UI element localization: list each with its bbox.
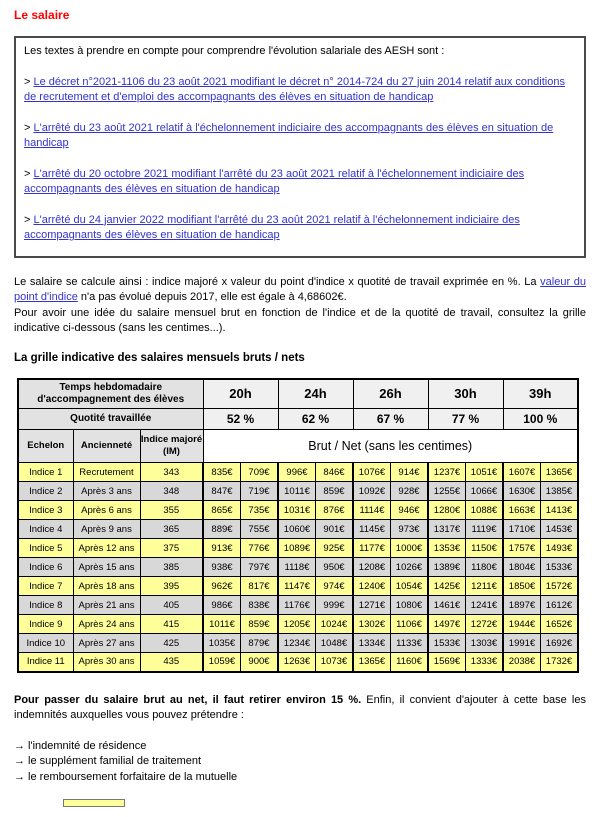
intro-lead: Les textes à prendre en compte pour comprendre l'évolution salariale des AESH sont : (24, 45, 445, 57)
salary-cell: 889€ (203, 520, 241, 539)
salary-cell: 1024€ (316, 615, 354, 634)
indice-majore-cell: 343 (140, 463, 203, 482)
salary-cell: 946€ (391, 501, 429, 520)
salary-cell: 1205€ (278, 615, 316, 634)
indice-majore-cell: 348 (140, 482, 203, 501)
page-title: Le salaire (14, 8, 70, 22)
salary-cell: 1060€ (278, 520, 316, 539)
salary-cell: 1493€ (541, 539, 579, 558)
salary-cell: 1073€ (316, 653, 354, 672)
quotite-header: Quotité travaillée (18, 409, 203, 430)
table-row (18, 463, 578, 482)
salary-cell: 1732€ (541, 653, 579, 672)
salary-cell: 735€ (241, 501, 279, 520)
anciennete-cell: Après 6 ans (73, 501, 140, 520)
salary-cell: 1533€ (428, 634, 466, 653)
salary-cell: 1237€ (428, 463, 466, 482)
salary-cell: 1461€ (428, 596, 466, 615)
salary-cell: 1271€ (353, 596, 391, 615)
salary-cell: 1897€ (503, 596, 541, 615)
salary-cell: 1031€ (278, 501, 316, 520)
hours-header-30h: 30h (428, 379, 503, 409)
brut-net-footer-paragraph (14, 693, 586, 724)
salary-cell: 1334€ (353, 634, 391, 653)
salary-cell: 1272€ (466, 615, 504, 634)
salary-cell: 1652€ (541, 615, 579, 634)
salary-cell: 1385€ (541, 482, 579, 501)
salary-cell: 986€ (203, 596, 241, 615)
salary-cell: 1011€ (278, 482, 316, 501)
salary-cell: 1710€ (503, 520, 541, 539)
arrete-20-octobre-2021-link[interactable]: L'arrêté du 20 octobre 2021 modifiant l'arrêté du 23 août 2021 relatif à l'échelonnement indiciaire des accompagnants des élèves en situation de handicap (24, 167, 525, 195)
salary-cell: 1804€ (503, 558, 541, 577)
salary-cell: 1119€ (466, 520, 504, 539)
link-paragraph (24, 213, 576, 244)
salary-cell: 1317€ (428, 520, 466, 539)
salary-cell: 1413€ (541, 501, 579, 520)
salary-cell: 901€ (316, 520, 354, 539)
salary-cell: 1054€ (391, 577, 429, 596)
salary-cell: 1150€ (466, 539, 504, 558)
table-row (18, 577, 578, 596)
salary-cell: 847€ (203, 482, 241, 501)
salary-cell: 1533€ (541, 558, 579, 577)
salary-cell: 1365€ (353, 653, 391, 672)
salary-cell: 1089€ (278, 539, 316, 558)
quotite-67: 67 % (353, 409, 428, 430)
grid-intro-paragraph: Pour avoir une idée du salaire mensuel brut en fonction de l'indice et de la quotité de travail, consultez la grille indicative ci-dessous (sans les centimes...). (14, 306, 586, 334)
hours-header-24h: 24h (278, 379, 353, 409)
anciennete-cell: Après 24 ans (73, 615, 140, 634)
salary-cell: 1389€ (428, 558, 466, 577)
quotite-52: 52 % (203, 409, 278, 430)
salary-cell: 1000€ (391, 539, 429, 558)
anciennete-column-header: Ancienneté (73, 430, 140, 463)
salary-cell: 817€ (241, 577, 279, 596)
salary-cell: 928€ (391, 482, 429, 501)
salary-cell: 1035€ (203, 634, 241, 653)
anciennete-cell: Après 30 ans (73, 653, 140, 672)
salary-cell: 996€ (278, 463, 316, 482)
echelon-cell: Indice 3 (18, 501, 73, 520)
salary-cell: 1612€ (541, 596, 579, 615)
salary-cell: 1630€ (503, 482, 541, 501)
table-row (18, 596, 578, 615)
point-indice-link[interactable]: valeur du point d'indice (14, 275, 586, 303)
salary-cell: 1118€ (278, 558, 316, 577)
hours-header-39h: 39h (503, 379, 578, 409)
salary-cell: 1211€ (466, 577, 504, 596)
salary-cell: 1088€ (466, 501, 504, 520)
link-prefix: > (24, 75, 34, 88)
salary-cell: 1692€ (541, 634, 579, 653)
salary-cell: 1353€ (428, 539, 466, 558)
salary-cell: 719€ (241, 482, 279, 501)
salary-cell: 1572€ (541, 577, 579, 596)
decret-2021-1106-link[interactable]: Le décret n°2021-1106 du 23 août 2021 modifiant le décret n° 2014-724 du 27 juin 2014 relatif aux conditions de recrutement et d'emploi des accompagnants des élèves en situation de handicap (24, 75, 565, 103)
salary-cell: 709€ (241, 463, 279, 482)
table-row (18, 634, 578, 653)
anciennete-cell: Après 15 ans (73, 558, 140, 577)
salary-cell: 1026€ (391, 558, 429, 577)
brut-net-header: Brut / Net (sans les centimes) (203, 430, 578, 463)
salary-cell: 1059€ (203, 653, 241, 672)
footer-bold-text: Pour passer du salaire brut au net, il faut retirer environ 15 %. (14, 693, 362, 706)
link-paragraph (24, 121, 576, 152)
hours-header-20h: 20h (203, 379, 278, 409)
salary-cell: 1145€ (353, 520, 391, 539)
arrete-24-janvier-2022-link[interactable]: L'arrêté du 24 janvier 2022 modifiant l'arrêté du 23 août 2021 relatif à l'échelonnement indiciaire des accompagnants des élèves en situation de handicap (24, 213, 520, 241)
salary-cell: 1177€ (353, 539, 391, 558)
salary-cell: 1255€ (428, 482, 466, 501)
echelon-column-header: Echelon (18, 430, 73, 463)
anciennete-cell: Après 9 ans (73, 520, 140, 539)
calc-text-2: n'a pas évolué depuis 2017, elle est égale à 4,68602€. (77, 291, 347, 303)
salary-cell: 846€ (316, 463, 354, 482)
indemnites-list (14, 739, 586, 786)
salary-cell: 1066€ (466, 482, 504, 501)
link-prefix: > (24, 121, 34, 134)
indice-majore-cell: 375 (140, 539, 203, 558)
indice-majore-cell: 395 (140, 577, 203, 596)
salary-cell: 1076€ (353, 463, 391, 482)
anciennete-cell: Après 18 ans (73, 577, 140, 596)
legal-texts-box (14, 36, 586, 258)
salary-table (17, 378, 579, 673)
salary-cell: 925€ (316, 539, 354, 558)
link-paragraph (24, 75, 576, 106)
salary-cell: 776€ (241, 539, 279, 558)
salary-cell: 1453€ (541, 520, 579, 539)
salary-cell: 755€ (241, 520, 279, 539)
list-item-remboursement-mutuelle: → le remboursement forfaitaire de la mutuelle (14, 770, 238, 783)
salary-cell: 950€ (316, 558, 354, 577)
anciennete-cell: Après 3 ans (73, 482, 140, 501)
salary-cell: 1944€ (503, 615, 541, 634)
list-item-indemnite-residence: → l'indemnité de résidence (14, 739, 147, 752)
salary-cell: 962€ (203, 577, 241, 596)
salary-cell: 1497€ (428, 615, 466, 634)
salary-cell: 1048€ (316, 634, 354, 653)
salary-cell: 1607€ (503, 463, 541, 482)
salary-cell: 1365€ (541, 463, 579, 482)
anciennete-cell: Après 27 ans (73, 634, 140, 653)
anciennete-cell: Après 12 ans (73, 539, 140, 558)
salary-cell: 835€ (203, 463, 241, 482)
table-row (18, 520, 578, 539)
salary-cell: 1176€ (278, 596, 316, 615)
echelon-cell: Indice 11 (18, 653, 73, 672)
arrete-23-aout-2021-link[interactable]: L'arrêté du 23 août 2021 relatif à l'échelonnement indiciaire des accompagnants des élèves en situation de handicap (24, 121, 554, 149)
salary-cell: 1757€ (503, 539, 541, 558)
salary-cell: 1569€ (428, 653, 466, 672)
salary-cell: 1425€ (428, 577, 466, 596)
salary-cell: 1280€ (428, 501, 466, 520)
hours-header-26h: 26h (353, 379, 428, 409)
quotite-100: 100 % (503, 409, 578, 430)
link-prefix: > (24, 167, 34, 180)
salary-cell: 913€ (203, 539, 241, 558)
indice-majore-cell: 425 (140, 634, 203, 653)
salary-cell: 914€ (391, 463, 429, 482)
salary-cell: 1240€ (353, 577, 391, 596)
echelon-cell: Indice 6 (18, 558, 73, 577)
salary-cell: 859€ (241, 615, 279, 634)
table-row (18, 558, 578, 577)
temps-hebdo-header: Temps hebdomadaire d'accompagnement des élèves (18, 379, 203, 409)
footer-normal-text: Enfin, il convient d'ajouter à cette base les indemnités auxquelles vous pouvez prétendre : (14, 693, 586, 721)
salary-cell: 1333€ (466, 653, 504, 672)
salary-cell: 879€ (241, 634, 279, 653)
salary-cell: 876€ (316, 501, 354, 520)
echelon-cell: Indice 9 (18, 615, 73, 634)
salary-cell: 1106€ (391, 615, 429, 634)
salary-cell: 1114€ (353, 501, 391, 520)
anciennete-cell: Après 21 ans (73, 596, 140, 615)
indice-majore-cell: 355 (140, 501, 203, 520)
echelon-cell: Indice 4 (18, 520, 73, 539)
salary-cell: 1302€ (353, 615, 391, 634)
salary-cell: 1991€ (503, 634, 541, 653)
header-row-quotite (18, 409, 578, 430)
salary-cell: 900€ (241, 653, 279, 672)
salary-cell: 1263€ (278, 653, 316, 672)
salary-calc-paragraph (14, 275, 586, 306)
cutoff-yellow-element (63, 799, 125, 807)
echelon-cell: Indice 2 (18, 482, 73, 501)
salary-cell: 1133€ (391, 634, 429, 653)
salary-cell: 1208€ (353, 558, 391, 577)
indice-majore-cell: 435 (140, 653, 203, 672)
table-row (18, 482, 578, 501)
salary-cell: 1663€ (503, 501, 541, 520)
grid-heading: La grille indicative des salaires mensuels bruts / nets (14, 351, 305, 364)
salary-cell: 2038€ (503, 653, 541, 672)
header-row-columns (18, 430, 578, 463)
link-paragraph (24, 167, 576, 198)
echelon-cell: Indice 7 (18, 577, 73, 596)
salary-cell: 1147€ (278, 577, 316, 596)
salary-cell: 1850€ (503, 577, 541, 596)
salary-cell: 999€ (316, 596, 354, 615)
salary-cell: 938€ (203, 558, 241, 577)
salary-cell: 838€ (241, 596, 279, 615)
salary-cell: 1303€ (466, 634, 504, 653)
quotite-77: 77 % (428, 409, 503, 430)
list-item-supplement-familial: → le supplément familial de traitement (14, 755, 202, 767)
link-prefix: > (24, 213, 34, 226)
salary-cell: 1160€ (391, 653, 429, 672)
salary-cell: 797€ (241, 558, 279, 577)
salary-cell: 1011€ (203, 615, 241, 634)
quotite-62: 62 % (278, 409, 353, 430)
echelon-cell: Indice 5 (18, 539, 73, 558)
indice-majore-cell: 415 (140, 615, 203, 634)
echelon-cell: Indice 1 (18, 463, 73, 482)
salary-cell: 1080€ (391, 596, 429, 615)
salary-cell: 974€ (316, 577, 354, 596)
echelon-cell: Indice 10 (18, 634, 73, 653)
table-row (18, 501, 578, 520)
table-row (18, 615, 578, 634)
indice-majore-cell: 405 (140, 596, 203, 615)
table-row (18, 653, 578, 672)
salary-cell: 1051€ (466, 463, 504, 482)
salary-cell: 1241€ (466, 596, 504, 615)
indice-majore-cell: 385 (140, 558, 203, 577)
indice-majore-column-header: Indice majoré (IM) (140, 430, 203, 463)
salary-cell: 1234€ (278, 634, 316, 653)
table-row (18, 539, 578, 558)
anciennete-cell: Recrutement (73, 463, 140, 482)
salary-cell: 1092€ (353, 482, 391, 501)
salary-table-body (18, 463, 578, 672)
echelon-cell: Indice 8 (18, 596, 73, 615)
salary-cell: 973€ (391, 520, 429, 539)
salary-cell: 859€ (316, 482, 354, 501)
indice-majore-cell: 365 (140, 520, 203, 539)
header-row-hours (18, 379, 578, 409)
salary-cell: 1180€ (466, 558, 504, 577)
calc-text-1: Le salaire se calcule ainsi : indice majoré x valeur du point d'indice x quotité de travail exprimée en %. La (14, 275, 541, 288)
salary-cell: 865€ (203, 501, 241, 520)
